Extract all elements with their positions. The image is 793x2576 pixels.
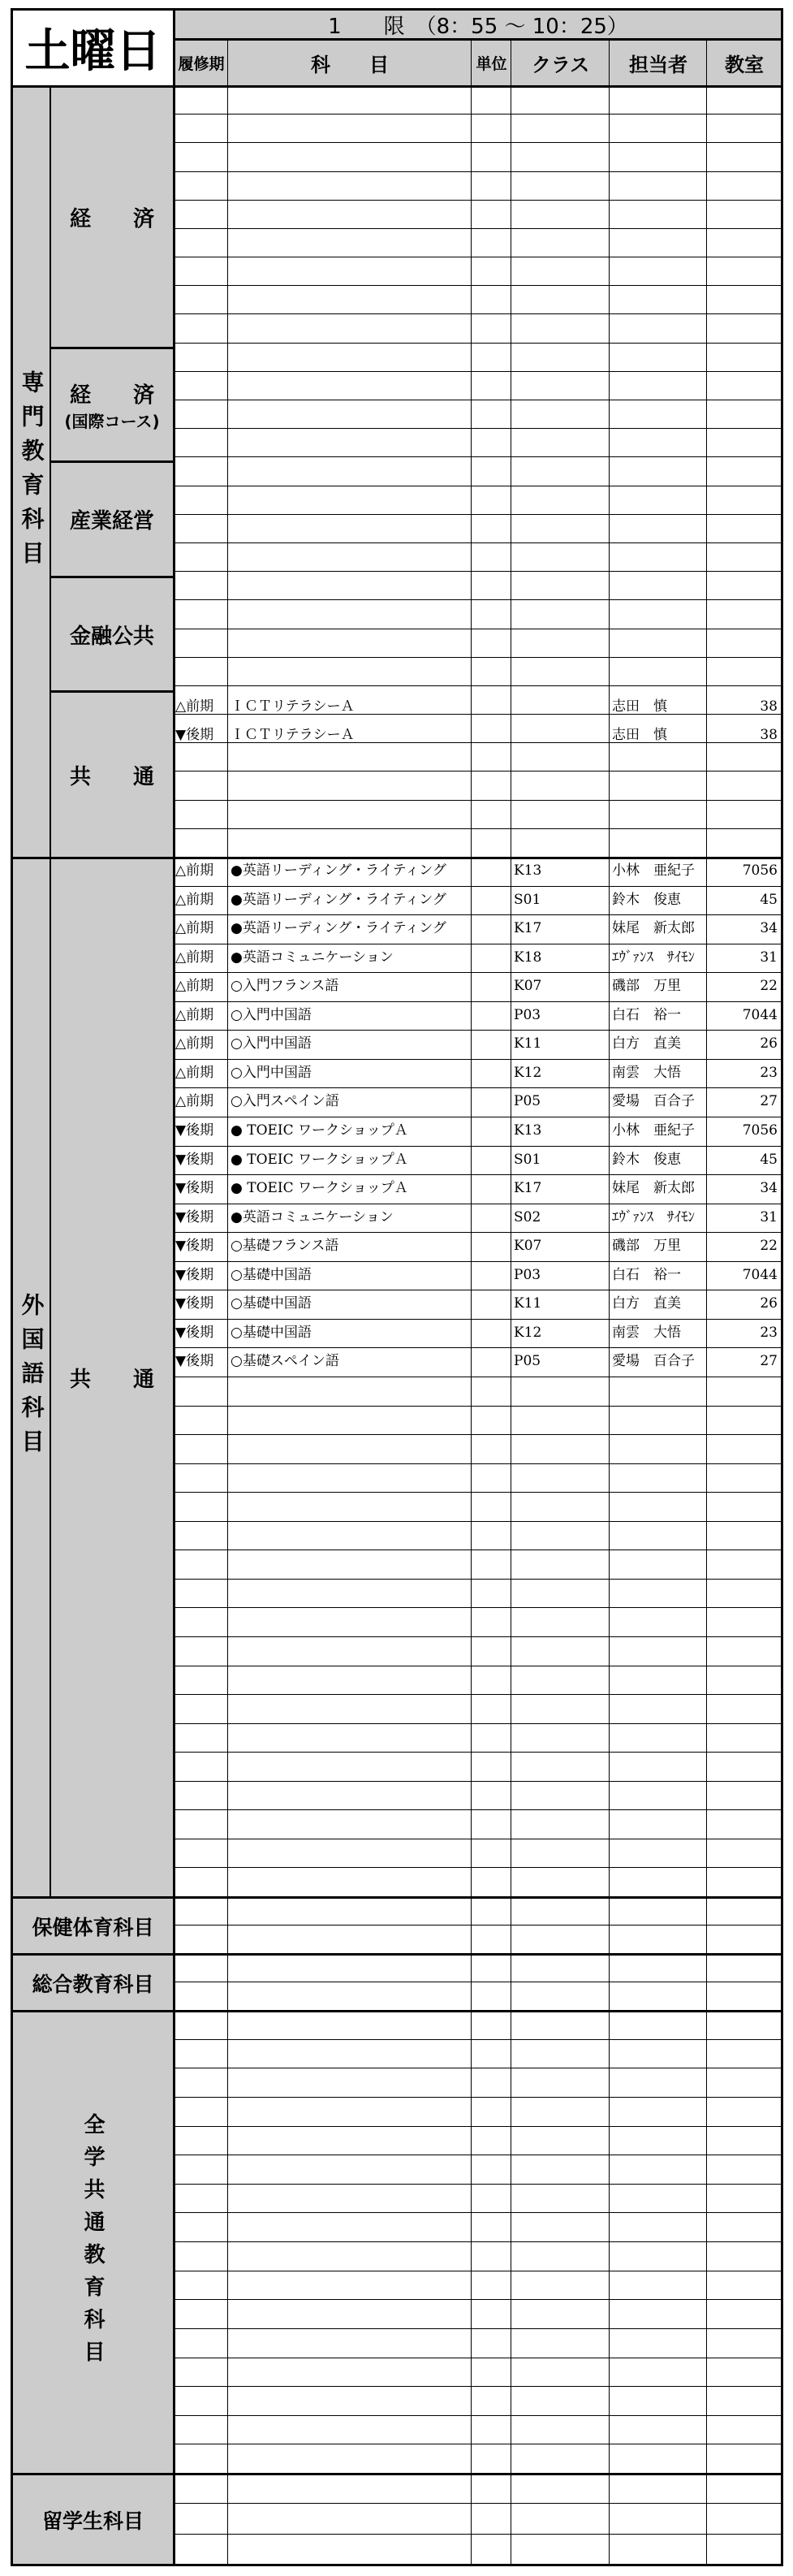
column-line [781, 85, 783, 859]
row-line [173, 1521, 783, 1522]
row-line [173, 2039, 783, 2040]
column-line [706, 2473, 707, 2566]
cell-class: K11 [514, 1035, 542, 1052]
cell-room: 27 [760, 1093, 778, 1109]
cell-subject: ＩＣＴリテラシーＡ [231, 727, 355, 743]
subcategory-gaikokugo-kyotsu: 共 通 [69, 1368, 154, 1392]
cell-class: S01 [514, 1152, 541, 1168]
cell-term: △前期 [175, 920, 214, 936]
cell-term: △前期 [175, 1035, 214, 1052]
cell-room: 7044 [742, 1007, 778, 1023]
subcategory-keizai-kokusai [51, 349, 173, 460]
cell-room: 31 [760, 1209, 778, 1225]
cell-unit [473, 721, 509, 750]
cell-term: △前期 [175, 1065, 214, 1081]
column-line [609, 38, 610, 88]
cell-class: K07 [514, 978, 542, 994]
cell-subject: ○基礎スペイン語 [231, 1353, 339, 1369]
section-border [173, 2564, 783, 2566]
cell-subject: ○基礎中国語 [231, 1295, 312, 1312]
cell-unit [473, 886, 509, 914]
category-senmon: 専門教育科目 [18, 370, 45, 575]
cell-class: K17 [514, 920, 542, 936]
cell-teacher: 志田 慎 [612, 727, 667, 743]
row-line [173, 2386, 783, 2387]
column-line [706, 2010, 707, 2475]
cell-class: K11 [514, 1295, 542, 1312]
cell-class: K13 [514, 1122, 542, 1139]
row-line [173, 2212, 783, 2213]
cell-room: 38 [760, 698, 778, 715]
row-line [173, 599, 783, 600]
column-line [781, 2473, 783, 2566]
cell-teacher: 磯部 万里 [612, 1238, 681, 1254]
cell-subject: ○入門中国語 [231, 1007, 312, 1023]
period-title: 1 限 （8：55 〜 10：25） [328, 14, 628, 39]
section-border [173, 2473, 783, 2475]
row-line [173, 571, 783, 572]
cell-class: K17 [514, 1180, 542, 1196]
cell-unit [473, 1146, 509, 1174]
row-line [173, 1434, 783, 1435]
col-header-class: クラス [531, 54, 590, 76]
column-line [227, 1953, 228, 2012]
cell-subject: ● TOEIC ワークショップＡ [231, 1180, 408, 1196]
subcategory-keizai-kokusai-title: 経 済 [69, 383, 154, 408]
column-line [706, 1953, 707, 2012]
row-line [173, 456, 783, 457]
column-line [706, 857, 707, 1899]
section-border [173, 1896, 783, 1899]
cell-class: P03 [514, 1007, 541, 1023]
column-line [173, 1953, 175, 2012]
cell-term: △前期 [175, 978, 214, 994]
row-line [173, 2503, 783, 2504]
row-line [173, 313, 783, 314]
cell-room: 22 [760, 978, 778, 994]
column-line [227, 857, 228, 1899]
cell-class: K07 [514, 1238, 542, 1254]
column-line [227, 2473, 228, 2566]
row-line [173, 2299, 783, 2300]
row-line [173, 371, 783, 372]
cell-term: ▼後期 [175, 1122, 214, 1139]
cell-room: 34 [760, 1180, 778, 1196]
row-line [173, 1579, 783, 1580]
row-line [173, 514, 783, 515]
row-line [173, 2097, 783, 2098]
cell-unit [473, 1261, 509, 1290]
cell-term: ▼後期 [175, 1180, 214, 1196]
cell-subject: ●英語リーディング・ライティング [231, 892, 446, 908]
column-line [173, 2473, 175, 2566]
row-line [173, 343, 783, 344]
cell-unit [473, 1174, 509, 1203]
column-line [471, 1953, 472, 2012]
row-line [173, 1809, 783, 1810]
cell-term: △前期 [175, 1093, 214, 1109]
cell-subject: ●英語リーディング・ライティング [231, 920, 446, 936]
cell-term: ▼後期 [175, 727, 214, 743]
row-line [173, 2126, 783, 2127]
cell-subject: ○入門中国語 [231, 1035, 312, 1052]
category-zengaku: 全学共通教育科目 [80, 2112, 105, 2373]
cell-subject: ● TOEIC ワークショップＡ [231, 1152, 408, 1168]
row-line [173, 1492, 783, 1493]
cell-unit [473, 1232, 509, 1260]
row-line [173, 1406, 783, 1407]
cell-teacher: 白石 裕一 [612, 1267, 681, 1283]
cell-teacher: 愛場 百合子 [612, 1353, 695, 1369]
cell-class: K13 [514, 862, 542, 879]
column-line [471, 1896, 472, 1956]
row-line [173, 142, 783, 143]
cell-subject: ● TOEIC ワークショップＡ [231, 1122, 408, 1139]
column-line [609, 1896, 610, 1956]
row-line [173, 1752, 783, 1753]
column-line [706, 1896, 707, 1956]
column-line [173, 1896, 175, 1956]
cell-unit [473, 1319, 509, 1347]
subcategory-keizai: 経 済 [69, 207, 154, 231]
cell-teacher: 小林 亜紀子 [612, 1122, 695, 1139]
cell-room: 23 [760, 1065, 778, 1081]
section-border [173, 1953, 783, 1956]
row-line [173, 1463, 783, 1464]
section-border [173, 2010, 783, 2012]
cell-class: K12 [514, 1065, 542, 1081]
column-line [781, 857, 783, 1899]
cell-room: 7056 [742, 862, 778, 879]
cell-room: 26 [760, 1295, 778, 1312]
column-line [471, 2473, 472, 2566]
cell-unit [473, 1117, 509, 1145]
cell-teacher: 志田 慎 [612, 698, 667, 715]
cell-term: ▼後期 [175, 1295, 214, 1312]
row-line [173, 2241, 783, 2242]
cell-room: 31 [760, 949, 778, 966]
subcategory-sangyo: 産業経営 [69, 509, 154, 534]
row-line [173, 657, 783, 658]
column-line [706, 85, 707, 859]
cell-room: 27 [760, 1353, 778, 1369]
cell-subject: ●英語リーディング・ライティング [231, 862, 446, 879]
subcategory-kinyu: 金融公共 [69, 624, 154, 649]
cell-subject: ＩＣＴリテラシーＡ [231, 698, 355, 715]
cell-subject: ○入門中国語 [231, 1065, 312, 1081]
cell-teacher: 愛場 百合子 [612, 1093, 695, 1109]
cell-room: 45 [760, 892, 778, 908]
cell-class [514, 721, 607, 750]
row-line [173, 1925, 783, 1926]
row-line [173, 428, 783, 429]
cell-unit [473, 693, 509, 721]
category-ryugakusei: 留学生科目 [41, 2509, 144, 2533]
cell-teacher: 鈴木 俊恵 [612, 1152, 681, 1168]
row-line [173, 2415, 783, 2416]
cell-class: P05 [514, 1093, 541, 1109]
column-line [609, 2010, 610, 2475]
subcategory-keizai-kokusai-note: (国際コース) [64, 411, 160, 431]
cell-class: S02 [514, 1209, 541, 1225]
row-line [173, 285, 783, 286]
cell-class [514, 693, 607, 721]
cell-teacher: 南雲 大悟 [612, 1325, 681, 1341]
cell-unit [473, 1347, 509, 1376]
cell-unit [473, 1290, 509, 1318]
cell-teacher: 南雲 大悟 [612, 1065, 681, 1081]
cell-room: 7056 [742, 1122, 778, 1139]
cell-room: 34 [760, 920, 778, 936]
cell-term: △前期 [175, 698, 214, 715]
cell-room: 38 [760, 727, 778, 743]
column-line [471, 85, 472, 859]
cell-teacher: 鈴木 俊恵 [612, 892, 681, 908]
row-line [173, 542, 783, 543]
cell-term: ▼後期 [175, 1325, 214, 1341]
cell-subject: ●英語コミュニケーション [231, 1209, 394, 1225]
row-line [173, 1607, 783, 1608]
cell-subject: ○入門スペイン語 [231, 1093, 339, 1109]
cell-term: ▼後期 [175, 1152, 214, 1168]
cell-room: 22 [760, 1238, 778, 1254]
cell-subject: ○入門フランス語 [231, 978, 339, 994]
row-line [173, 1549, 783, 1550]
column-line [781, 1896, 783, 1956]
row-line [173, 1636, 783, 1637]
column-line [609, 85, 610, 859]
column-line [227, 85, 228, 859]
cell-subject: ○基礎フランス語 [231, 1238, 339, 1254]
cell-room: 23 [760, 1325, 778, 1341]
cell-teacher: 磯部 万里 [612, 978, 681, 994]
cell-teacher: 白方 直美 [612, 1295, 681, 1312]
column-line [471, 38, 472, 88]
category-hoken: 保健体育科目 [32, 1915, 154, 1939]
cell-term: △前期 [175, 1007, 214, 1023]
cell-term: △前期 [175, 949, 214, 966]
row-line [173, 228, 783, 229]
col-header-unit: 単位 [476, 55, 507, 73]
cell-teacher: 白方 直美 [612, 1035, 681, 1052]
cell-unit [473, 972, 509, 1001]
cell-class: P05 [514, 1353, 541, 1369]
row-line [173, 1723, 783, 1724]
cell-term: ▼後期 [175, 1209, 214, 1225]
row-line [173, 114, 783, 115]
cell-subject: ●英語コミュニケーション [231, 949, 394, 966]
col-header-term: 履修期 [178, 55, 225, 73]
cell-term: ▼後期 [175, 1238, 214, 1254]
row-line [173, 1694, 783, 1695]
row-line [173, 171, 783, 172]
column-line [471, 2010, 472, 2475]
cell-term: ▼後期 [175, 1267, 214, 1283]
col-header-teacher: 担当者 [629, 54, 687, 76]
cell-subject: ○基礎中国語 [231, 1325, 312, 1341]
cell-class: P03 [514, 1267, 541, 1283]
column-line [227, 2010, 228, 2475]
column-line [471, 857, 472, 1899]
column-line [706, 38, 707, 88]
row-line [173, 685, 783, 686]
row-line [173, 1867, 783, 1868]
row-line [173, 800, 783, 801]
column-line [781, 1953, 783, 2012]
day-title: 土曜日 [24, 25, 162, 78]
cell-room: 26 [760, 1035, 778, 1052]
cell-unit [473, 1204, 509, 1232]
cell-term: ▼後期 [175, 1353, 214, 1369]
subcategory-kyotsu: 共 通 [69, 764, 154, 789]
cell-room: 7044 [742, 1267, 778, 1283]
cell-unit [473, 1001, 509, 1030]
cell-room: 45 [760, 1152, 778, 1168]
row-line [173, 1781, 783, 1782]
cell-subject: ○基礎中国語 [231, 1267, 312, 1283]
cell-teacher: 白石 裕一 [612, 1007, 681, 1023]
cell-class: K18 [514, 949, 542, 966]
cell-class: K12 [514, 1325, 542, 1341]
column-line [609, 1953, 610, 2012]
column-line [227, 1896, 228, 1956]
row-line [173, 771, 783, 772]
row-line [173, 828, 783, 829]
column-line [173, 2010, 175, 2475]
column-line [781, 2010, 783, 2475]
row-line [173, 2328, 783, 2329]
cell-teacher: 小林 亜紀子 [612, 862, 695, 879]
column-line [609, 2473, 610, 2566]
cell-unit [473, 1030, 509, 1058]
col-header-room: 教室 [725, 54, 764, 76]
cell-term: △前期 [175, 862, 214, 879]
column-line [609, 857, 610, 1899]
category-sogo: 総合教育科目 [32, 1972, 154, 1996]
row-line [173, 200, 783, 201]
cell-unit [473, 944, 509, 972]
cell-class: S01 [514, 892, 541, 908]
cell-unit [473, 1087, 509, 1116]
cell-term: △前期 [175, 892, 214, 908]
row-line [173, 2184, 783, 2185]
col-header-subject: 科 目 [311, 54, 389, 76]
category-gaikokugo: 外国語科目 [18, 1292, 45, 1463]
cell-teacher: ｴｳﾞｧﾝｽ ｻｲﾓﾝ [612, 949, 695, 966]
cell-teacher: 妹尾 新太郎 [612, 1180, 695, 1196]
cell-unit [473, 914, 509, 943]
cell-unit [473, 857, 509, 885]
cell-teacher: ｴｳﾞｧﾝｽ ｻｲﾓﾝ [612, 1209, 695, 1225]
cell-teacher: 妹尾 新太郎 [612, 920, 695, 936]
cell-unit [473, 1059, 509, 1087]
row-line [173, 2534, 783, 2535]
